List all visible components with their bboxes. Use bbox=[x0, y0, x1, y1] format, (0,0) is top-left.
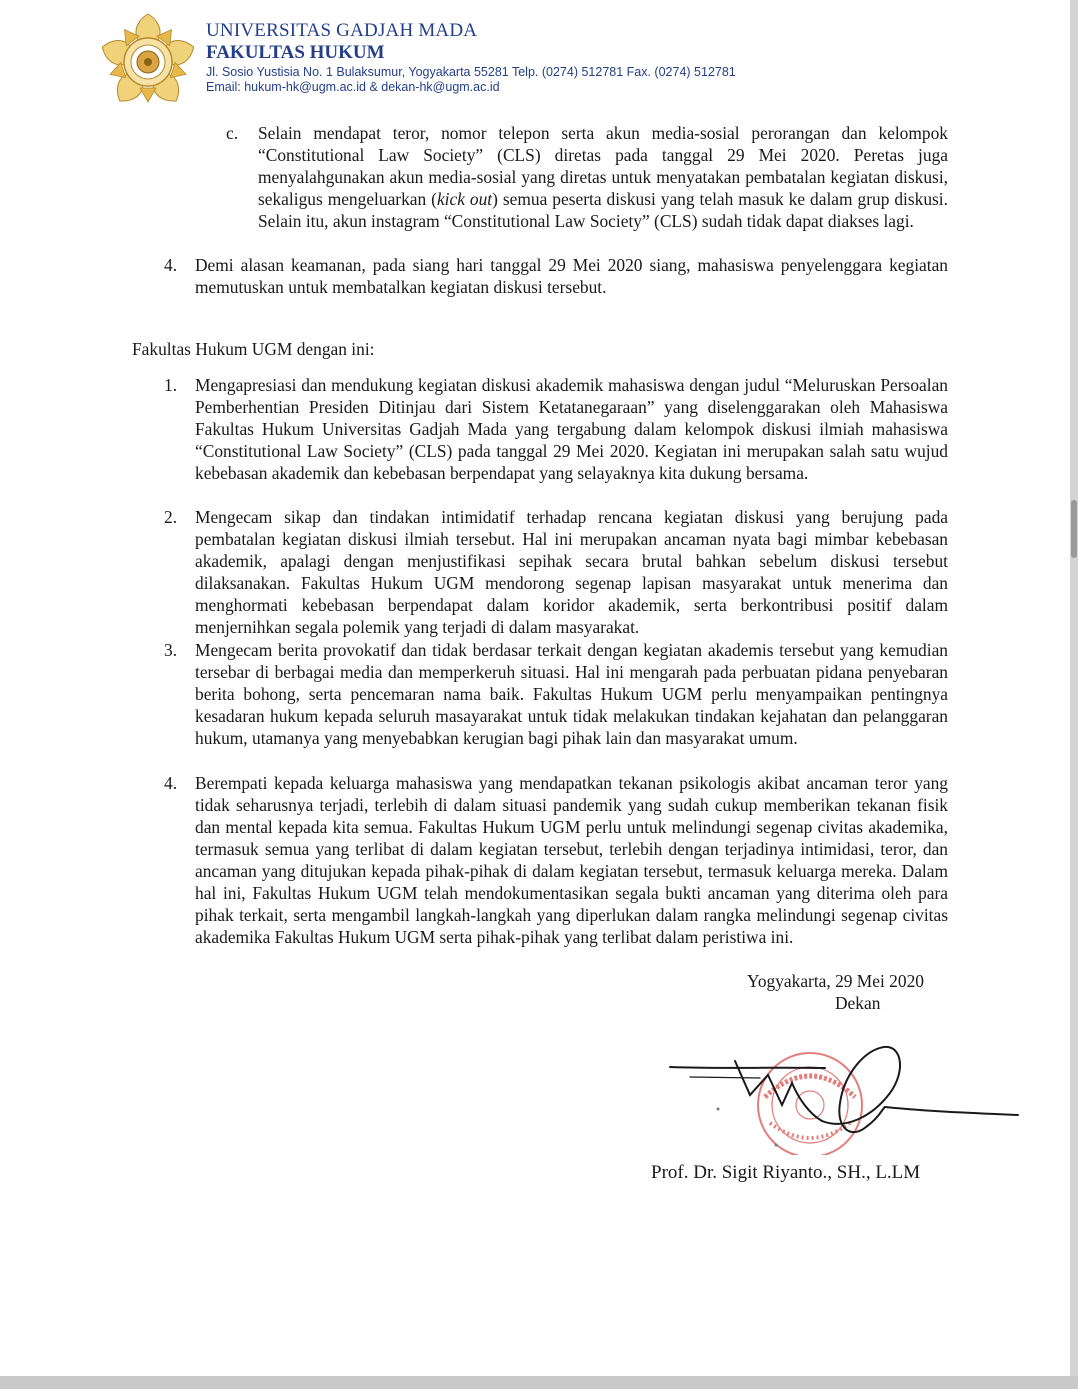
item-c-text-after: ) semua peserta diskusi yang telah masuk ke dalam grup diskusi. Selain itu, akun instagram “Constitutional Law Society” (CLS) sudah tidak dapat diakses lagi. bbox=[258, 189, 948, 231]
signer-name: Prof. Dr. Sigit Riyanto., SH., L.LM bbox=[651, 1162, 921, 1183]
place-date: Yogyakarta, 29 Mei 2020 bbox=[747, 971, 924, 991]
scrollbar-thumb[interactable] bbox=[1071, 500, 1077, 558]
letterhead-email: Email: hukum-hk@ugm.ac.id & dekan-hk@ugm.ac.id bbox=[206, 80, 500, 94]
statement-2-marker: 2. bbox=[164, 507, 178, 527]
item-c-text-italic: kick out bbox=[436, 189, 493, 209]
handwritten-signature-icon bbox=[670, 1047, 1018, 1132]
signature-block bbox=[640, 1035, 1030, 1155]
letterhead-faculty: FAKULTAS HUKUM bbox=[206, 42, 385, 63]
item-4-marker: 4. bbox=[164, 255, 178, 275]
statement-3-marker: 3. bbox=[164, 640, 178, 660]
statement-2-text: Mengecam sikap dan tindakan intimidatif terhadap rencana kegiatan diskusi yang berujung pada pembatalan kegiatan diskusi ilmiah tersebut. Hal ini merupakan ancaman nyata bagi mimbar kebebasan akademik, apalagi dengan menjustifikasi sepihak secara brutal bahkan sebelum diskusi tersebut dilaksanakan. Fakultas Hukum UGM mendorong segenap lapisan masyarakat untuk menerima dan menghormati kebebasan berpendapat dalam koridor akademik, serta berkontribusi positif dalam menjernihkan segala polemik yang terjadi di dalam masyarakat. bbox=[195, 507, 948, 637]
viewer-bottom-edge bbox=[0, 1376, 1078, 1389]
statement-intro: Fakultas Hukum UGM dengan ini: bbox=[132, 339, 375, 359]
letterhead-address: Jl. Sosio Yustisia No. 1 Bulaksumur, Yogyakarta 55281 Telp. (0274) 512781 Fax. (0274) 512781 bbox=[206, 65, 736, 79]
letterhead-university: UNIVERSITAS GADJAH MADA bbox=[206, 20, 478, 41]
item-c-text-before: Selain mendapat teror, nomor telepon serta akun media-sosial perorangan dan kelompok “Constitutional Law Society” (CLS) diretas pada tanggal 29 Mei 2020. Peretas juga menyalahgunakan akun media-sosial yang diretas untuk menyatakan pembatalan kegiatan diskusi, sekaligus mengeluarkan ( bbox=[258, 123, 948, 209]
statement-3-text: Mengecam berita provokatif dan tidak berdasar terkait dengan kegiatan akademis tersebut yang kemudian tersebar di berbagai media dan memperkeruh situasi. Hal ini mengarah pada perbuatan pidana penyebaran berita bohong, serta pencemaran nama baik. Fakultas Hukum UGM perlu menyampaikan pentingnya kesadaran hukum kepada seluruh masayarakat untuk tidak melakukan tindakan kejahatan dan pelanggaran hukum, utamanya yang menyebabkan kerugian bagi pihak lain dan masyarakat umum. bbox=[195, 640, 948, 748]
item-c-marker: c. bbox=[226, 123, 239, 143]
statement-4-marker: 4. bbox=[164, 773, 178, 793]
statement-4-text: Berempati kepada keluarga mahasiswa yang mendapatkan tekanan psikologis akibat ancaman teror yang tidak seharusnya terjadi, terlebih di dalam situasi pandemik yang sudah cukup memberikan tekanan fisik dan mental kepada kita semua. Fakultas Hukum UGM perlu untuk melindungi segenap civitas akademika, termasuk semua yang terlibat di dalam kegiatan tersebut, terlebih dengan terjadinya intimidasi, teror, dan ancaman yang ditujukan kepada pihak-pihak di dalam kegiatan tersebut, termasuk keluarga mereka. Dalam hal ini, Fakultas Hukum UGM telah mendokumentasikan segala bukti ancaman yang diterima oleh para pihak terkait, serta mengambil langkah-langkah yang diperlukan dalam rangka melindungi segenap civitas akademika Fakultas Hukum UGM serta pihak-pihak yang terlibat dalam peristiwa ini. bbox=[195, 773, 948, 947]
item-4-paragraph: Demi alasan keamanan, pada siang hari tanggal 29 Mei 2020 siang, mahasiswa penyelenggara kegiatan memutuskan untuk membatalkan kegiatan diskusi tersebut. bbox=[195, 255, 948, 297]
statement-1-marker: 1. bbox=[164, 375, 178, 395]
viewer-right-edge bbox=[1070, 0, 1078, 1376]
ugm-seal-icon bbox=[98, 12, 198, 112]
item-c-paragraph bbox=[258, 122, 948, 232]
statement-1-text: Mengapresiasi dan mendukung kegiatan diskusi akademik mahasiswa dengan judul “Meluruskan Persoalan Pemberhentian Presiden Ditinjau dari Sistem Ketatanegaraan” yang diselenggarakan oleh Mahasiswa Fakultas Hukum Universitas Gadjah Mada yang tergabung dalam kelompok diskusi ilmiah mahasiswa “Constitutional Law Society” (CLS) pada tanggal 29 Mei 2020. Kegiatan ini merupakan salah satu wujud kebebasan akademik dan kebebasan berpendapat yang selayaknya kita dukung bersama. bbox=[195, 375, 948, 483]
signer-title: Dekan bbox=[835, 993, 881, 1013]
